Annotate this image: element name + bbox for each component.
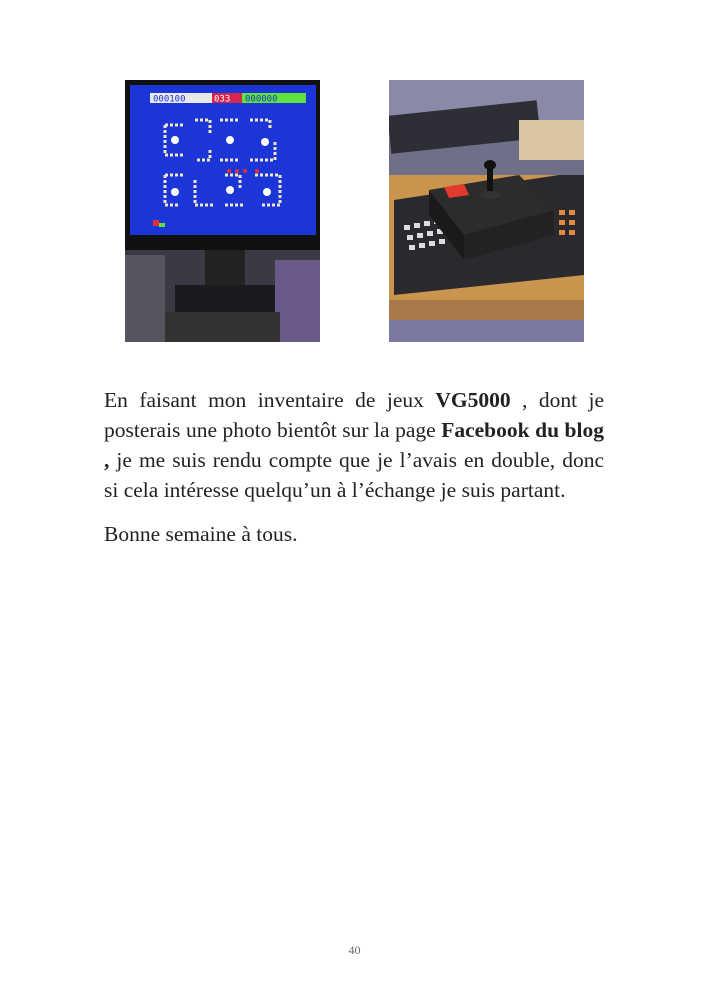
page-number: 40: [348, 943, 361, 957]
paragraph-closing: Bonne semaine à tous.: [104, 522, 298, 546]
paragraph-inventory: [104, 385, 604, 505]
paragraph-text-1: En faisant mon inventaire de jeux: [104, 388, 436, 412]
bold-facebook-blog: Facebook du blog ,: [104, 418, 604, 472]
game-screen-illustration: [125, 80, 320, 342]
hud-score-right: 000000: [245, 94, 278, 105]
article-text: [104, 385, 604, 549]
paragraph-text-3: je me suis rendu compte que je l’avais en double, donc si cela intéresse quelqu’un à l’échange je suis partant.: [104, 448, 604, 502]
joystick-illustration: [389, 80, 584, 342]
hud-middle: 033: [214, 94, 231, 105]
joystick-photo: [389, 80, 584, 342]
hud-score-left: 000100: [153, 94, 186, 105]
bold-vg5000: VG5000: [435, 388, 511, 412]
paragraph-text-2: , dont je posterais une photo bientôt sur la page: [104, 388, 604, 442]
game-screen-photo: [125, 80, 320, 342]
